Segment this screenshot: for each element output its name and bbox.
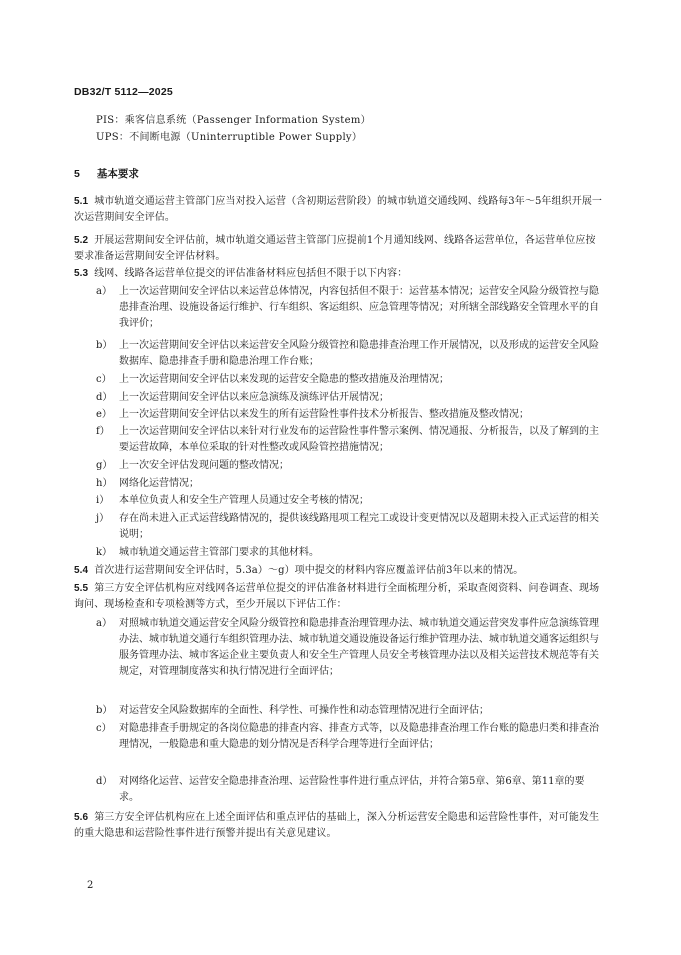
list-item-5-5-c — [96, 721, 604, 753]
clause-5-3 — [74, 266, 604, 282]
section-number: 5 — [74, 168, 80, 180]
page-number: 2 — [87, 880, 94, 891]
list-item-5-3-d — [96, 390, 604, 406]
list-item-text: 城市轨道交通运营主管部门要求的其他材料。 — [119, 547, 319, 558]
section-title: 基本要求 — [96, 168, 139, 180]
list-item-5-5-d — [96, 774, 604, 806]
list-marker: c） — [96, 723, 112, 734]
list-item-text: 对隐患排查手册规定的各岗位隐患的排查内容、排查方式等，以及隐患排查治理工作台账的隐患归类和排查治理情况，一般隐患和重大隐患的划分情况是否科学合理等进行全面评估； — [119, 723, 599, 750]
list-marker: h） — [96, 478, 113, 489]
list-item-text: 上一次运营期间安全评估以来针对行业发布的运营险性事件警示案例、情况通报、分析报告，以及了解到的主要运营故障，本单位采取的针对性整改或风险管控措施情况； — [119, 426, 599, 453]
list-item-5-3-k — [96, 545, 604, 561]
clause-number: 5.1 — [74, 196, 89, 207]
list-item-text: 上一次运营期间安全评估以来发生的所有运营险性事件技术分析报告、整改措施及整改情况； — [119, 409, 529, 420]
list-item-5-3-g — [96, 458, 604, 474]
list-item-text: 本单位负责人和安全生产管理人员通过安全考核的情况； — [119, 495, 369, 506]
list-item-5-3-j — [96, 511, 604, 543]
list-item-5-5-b — [96, 703, 604, 719]
list-item-text: 对运营安全风险数据库的全面性、科学性、可操作性和动态管理情况进行全面评估； — [119, 705, 489, 716]
list-item-5-3-a — [96, 284, 604, 332]
list-item-text: 上一次运营期间安全评估以来运营安全风险分级管控和隐患排查治理工作开展情况，以及形成的运营安全风险数据库、隐患排查手册和隐患治理工作台账； — [119, 340, 599, 367]
list-item-text: 存在尚未进入正式运营线路情况的，提供该线路甩项工程完工或设计变更情况以及超期未投入正式运营的相关说明； — [119, 513, 599, 540]
clause-number: 5.4 — [74, 565, 89, 576]
clause-number: 5.5 — [74, 583, 89, 594]
list-marker: g） — [96, 460, 113, 471]
list-item-text: 上一次安全评估发现问题的整改情况； — [119, 460, 289, 471]
clause-text: 第三方安全评估机构应对线网各运营单位提交的评估准备材料进行全面梳理分析，采取查阅资料、问卷调查、现场询问、现场检查和专项检测等方式，至少开展以下评估工作： — [74, 583, 600, 610]
list-item-5-3-e — [96, 407, 604, 423]
list-item-5-3-i — [96, 493, 604, 509]
clause-number: 5.6 — [74, 812, 89, 823]
abbreviation-pis: PIS：乘客信息系统（Passenger Information System） — [96, 115, 371, 126]
list-item-5-5-a — [96, 616, 604, 680]
list-item-text: 上一次运营期间安全评估以来运营总体情况，内容包括但不限于：运营基本情况；运营安全风险分级管控与隐患排查治理、设施设备运行维护、行车组织、客运组织、应急管理等情况；对所辖全部线路安全管理水平的自我评价； — [119, 286, 599, 329]
clause-text: 开展运营期间安全评估前，城市轨道交通运营主管部门应提前1个月通知线网、线路各运营单位，各运营单位应按要求准备运营期间安全评估材料。 — [74, 235, 596, 262]
list-marker: b） — [96, 340, 113, 351]
list-item-text: 网络化运营情况； — [119, 478, 199, 489]
list-item-text: 上一次运营期间安全评估以来发现的运营安全隐患的整改措施及治理情况； — [119, 374, 449, 385]
list-marker: e） — [96, 409, 112, 420]
list-marker: a） — [96, 618, 112, 629]
list-item-5-3-c — [96, 372, 604, 388]
list-marker: f） — [96, 426, 110, 437]
clause-number: 5.3 — [74, 268, 89, 279]
clause-number: 5.2 — [74, 235, 89, 246]
clause-text: 第三方安全评估机构应在上述全面评估和重点评估的基础上，深入分析运营安全隐患和运营险性事件，对可能发生的重大隐患和运营险性事件进行预警并提出有关意见建议。 — [74, 812, 600, 839]
list-item-5-3-h — [96, 476, 604, 492]
list-marker: c） — [96, 374, 112, 385]
list-marker: k） — [96, 547, 113, 558]
list-marker: d） — [96, 776, 113, 787]
clause-text: 线网、线路各运营单位提交的评估准备材料应包括但不限于以下内容： — [94, 268, 408, 279]
list-item-text: 上一次运营期间安全评估以来应急演练及演练评估开展情况； — [119, 392, 389, 403]
clause-text: 城市轨道交通运营主管部门应当对投入运营（含初期运营阶段）的城市轨道交通线网、线路每3年～5年组织开展一次运营期间安全评估。 — [74, 196, 603, 223]
list-marker: b） — [96, 705, 113, 716]
list-item-text: 对照城市轨道交通运营安全风险分级管控和隐患排查治理管理办法、城市轨道交通运营突发事件应急演练管理办法、城市轨道交通行车组织管理办法、城市轨道交通设施设备运行维护管理办法、城市轨道交通客运组织与服务管理办法、城市客运企业主要负责人和安全生产管理人员安全考核管理办法以及相关运营技术规范等有关规定，对管理制度落实和执行情况进行全面评估； — [119, 618, 599, 677]
clause-5-5 — [74, 581, 604, 613]
abbreviation-ups: UPS：不间断电源（Uninterruptible Power Supply） — [96, 132, 363, 143]
clause-5-6 — [74, 810, 604, 842]
section-heading — [74, 166, 139, 181]
standard-code-header: DB32/T 5112—2025 — [74, 86, 173, 98]
clause-text: 首次进行运营期间安全评估时，5.3a）～g）项中提交的材料内容应覆盖评估前3年以来的情况。 — [94, 565, 524, 576]
list-marker: i） — [96, 495, 110, 506]
list-marker: j） — [96, 513, 110, 524]
clause-5-4 — [74, 563, 604, 579]
list-item-5-3-f — [96, 424, 604, 456]
list-marker: a） — [96, 286, 112, 297]
clause-5-2 — [74, 233, 604, 265]
list-item-text: 对网络化运营、运营安全隐患排查治理、运营险性事件进行重点评估，并符合第5章、第6章、第11章的要求。 — [119, 776, 585, 803]
list-item-5-3-b — [96, 338, 604, 370]
clause-5-1 — [74, 194, 604, 226]
list-marker: d） — [96, 392, 113, 403]
